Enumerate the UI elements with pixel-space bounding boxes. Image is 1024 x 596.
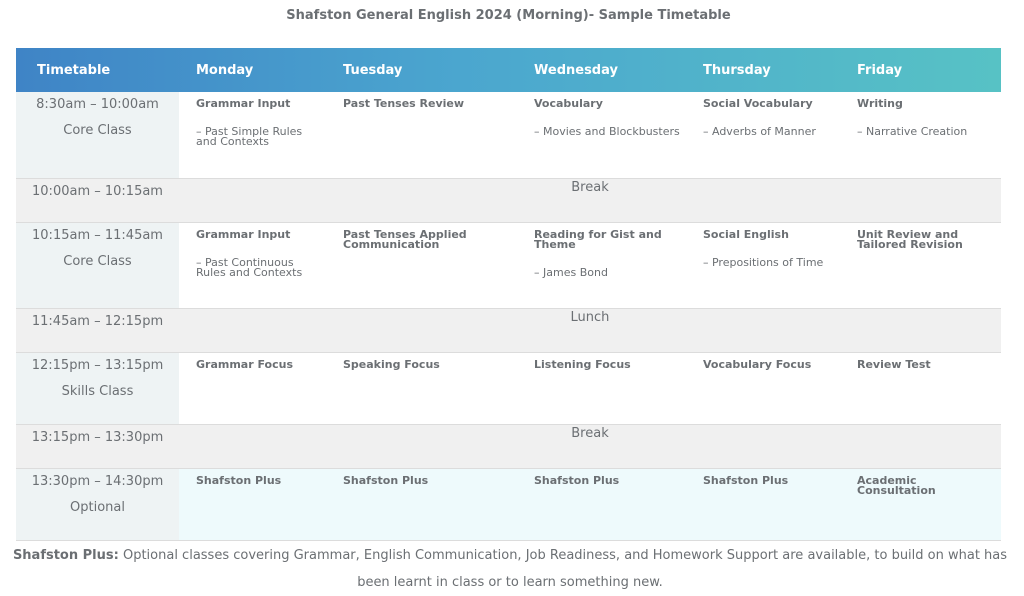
lesson-title: Grammar Input bbox=[196, 227, 291, 241]
lesson-title: Writing bbox=[857, 97, 903, 110]
lesson-title: Social English bbox=[703, 227, 789, 241]
lesson-cell bbox=[179, 92, 326, 178]
lesson-title: Listening Focus bbox=[534, 357, 631, 371]
time-cell bbox=[16, 308, 179, 352]
lesson-title: Vocabulary Focus bbox=[703, 357, 812, 371]
lesson-title: Past Tenses Applied Communication bbox=[343, 227, 467, 251]
lesson-cell bbox=[686, 222, 840, 308]
time-cell bbox=[16, 92, 179, 178]
time-range: 13:15pm – 13:30pm bbox=[31, 429, 164, 445]
page-title: Shafston General English 2024 (Morning)- Sample Timetable bbox=[286, 8, 731, 23]
header-monday: Monday bbox=[196, 62, 254, 78]
lesson-cell bbox=[840, 468, 1001, 540]
lunch-cell: Lunch bbox=[179, 308, 1001, 352]
header-timetable: Timetable bbox=[37, 62, 111, 78]
lesson-title: Vocabulary bbox=[534, 97, 603, 110]
lesson-cell bbox=[517, 352, 686, 424]
header-friday: Friday bbox=[857, 62, 903, 78]
table-row bbox=[16, 308, 1001, 352]
lesson-title: Unit Review and Tailored Revision bbox=[857, 227, 963, 251]
lesson-cell bbox=[326, 222, 517, 308]
lesson-cell bbox=[840, 222, 1001, 308]
time-range: 10:15am – 11:45am bbox=[32, 227, 163, 243]
header-tuesday: Tuesday bbox=[343, 62, 403, 78]
lesson-detail: – Movies and Blockbusters bbox=[534, 125, 680, 138]
timetable-header-row bbox=[16, 48, 1001, 92]
lesson-cell bbox=[840, 352, 1001, 424]
table-row bbox=[16, 178, 1001, 222]
lesson-title: Social Vocabulary bbox=[703, 97, 813, 110]
lesson-detail: – Adverbs of Manner bbox=[703, 125, 816, 138]
lesson-title: Speaking Focus bbox=[343, 357, 440, 371]
class-type: Core Class bbox=[63, 253, 132, 269]
footnote-text: Optional classes covering Grammar, English Communication, Job Readiness, and Homework Support are available, to build on what has been learnt in class or to learn something new. bbox=[118, 548, 1008, 590]
lesson-cell bbox=[179, 222, 326, 308]
time-cell bbox=[16, 468, 179, 540]
table-row bbox=[16, 222, 1001, 308]
lesson-title: Grammar Focus bbox=[196, 357, 294, 371]
lesson-cell bbox=[326, 92, 517, 178]
lesson-title: Grammar Input bbox=[196, 97, 291, 110]
time-range: 8:30am – 10:00am bbox=[36, 97, 159, 112]
lesson-cell bbox=[517, 222, 686, 308]
header-wednesday: Wednesday bbox=[534, 62, 618, 78]
lesson-title: Shafston Plus bbox=[534, 473, 620, 487]
lesson-title: Shafston Plus bbox=[703, 473, 789, 487]
lesson-title: Past Tenses Review bbox=[343, 97, 465, 110]
footnote bbox=[4, 542, 1016, 596]
lesson-cell bbox=[686, 92, 840, 178]
lesson-cell bbox=[517, 92, 686, 178]
lesson-title: Shafston Plus bbox=[196, 473, 282, 487]
header-thursday: Thursday bbox=[703, 62, 771, 78]
lesson-title: Shafston Plus bbox=[343, 473, 429, 487]
lesson-title: Academic Consultation bbox=[857, 473, 936, 497]
class-type: Core Class bbox=[63, 123, 132, 138]
time-cell bbox=[16, 222, 179, 308]
lesson-detail: – Past Continuous Rules and Contexts bbox=[196, 255, 303, 279]
time-range: 12:15pm – 13:15pm bbox=[31, 357, 164, 373]
time-cell bbox=[16, 352, 179, 424]
table-row bbox=[16, 92, 1001, 178]
time-range: 13:30pm – 14:30pm bbox=[31, 473, 164, 489]
break-cell: Break bbox=[179, 178, 1001, 222]
lesson-title: Reading for Gist and Theme bbox=[534, 227, 662, 251]
lesson-detail: – Prepositions of Time bbox=[703, 255, 824, 269]
time-range: 11:45am – 12:15pm bbox=[31, 313, 164, 329]
time-cell bbox=[16, 178, 179, 222]
timetable bbox=[16, 48, 1001, 541]
class-type: Skills Class bbox=[61, 383, 134, 399]
table-row bbox=[16, 424, 1001, 468]
lesson-cell bbox=[326, 468, 517, 540]
lesson-cell bbox=[686, 468, 840, 540]
lesson-detail: – James Bond bbox=[534, 265, 608, 279]
lesson-cell bbox=[840, 92, 1001, 178]
footnote-label: Shafston Plus: bbox=[12, 548, 119, 563]
time-range: 10:00am – 10:15am bbox=[32, 183, 163, 199]
time-cell bbox=[16, 424, 179, 468]
lesson-cell bbox=[179, 352, 326, 424]
table-row bbox=[16, 468, 1001, 540]
lesson-cell bbox=[686, 352, 840, 424]
lesson-cell bbox=[326, 352, 517, 424]
lesson-cell bbox=[517, 468, 686, 540]
table-row bbox=[16, 352, 1001, 424]
class-type: Optional bbox=[70, 499, 125, 515]
lesson-detail: – Narrative Creation bbox=[857, 125, 968, 138]
lesson-detail: – Past Simple Rules and Contexts bbox=[196, 125, 303, 148]
lesson-title: Review Test bbox=[857, 357, 931, 371]
break-cell: Break bbox=[179, 424, 1001, 468]
lesson-cell bbox=[179, 468, 326, 540]
